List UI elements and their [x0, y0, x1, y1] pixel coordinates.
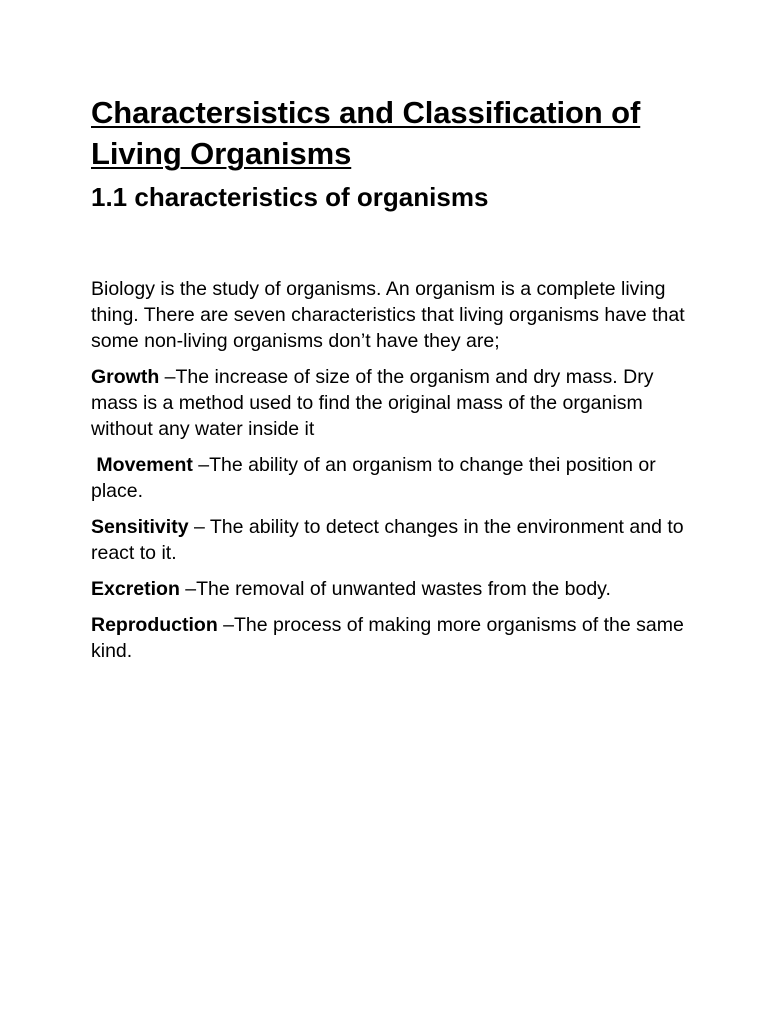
document-title: Charactersistics and Classification of Living Organisms [91, 95, 641, 171]
characteristic-definition: –The ability of an organism to change thei position or place. [91, 454, 656, 502]
document-body [91, 92, 691, 664]
intro-paragraph: Biology is the study of organisms. An organism is a complete living thing. There are seven characteristics that living organisms have that some non-living organisms don’t have they are; [91, 278, 685, 352]
characteristic-definition: – The ability to detect changes in the environment and to react to it. [91, 516, 684, 564]
characteristic-term: Movement [96, 454, 193, 476]
characteristic-reproduction [91, 612, 691, 664]
characteristic-growth [91, 364, 691, 442]
characteristic-term: Growth [91, 366, 160, 388]
characteristic-definition: –The process of making more organisms of the same kind. [91, 614, 684, 662]
characteristic-term: Sensitivity [91, 516, 189, 538]
characteristic-excretion [91, 576, 691, 602]
section-heading: 1.1 characteristics of organisms [91, 182, 489, 212]
characteristic-term: Reproduction [91, 614, 218, 636]
characteristic-definition: –The removal of unwanted wastes from the body. [185, 578, 611, 600]
characteristic-definition: –The increase of size of the organism and dry mass. Dry mass is a method used to find the original mass of the organism without any water inside it [91, 366, 654, 440]
characteristic-movement [91, 452, 691, 504]
characteristic-term: Excretion [91, 578, 180, 600]
characteristic-sensitivity [91, 514, 691, 566]
